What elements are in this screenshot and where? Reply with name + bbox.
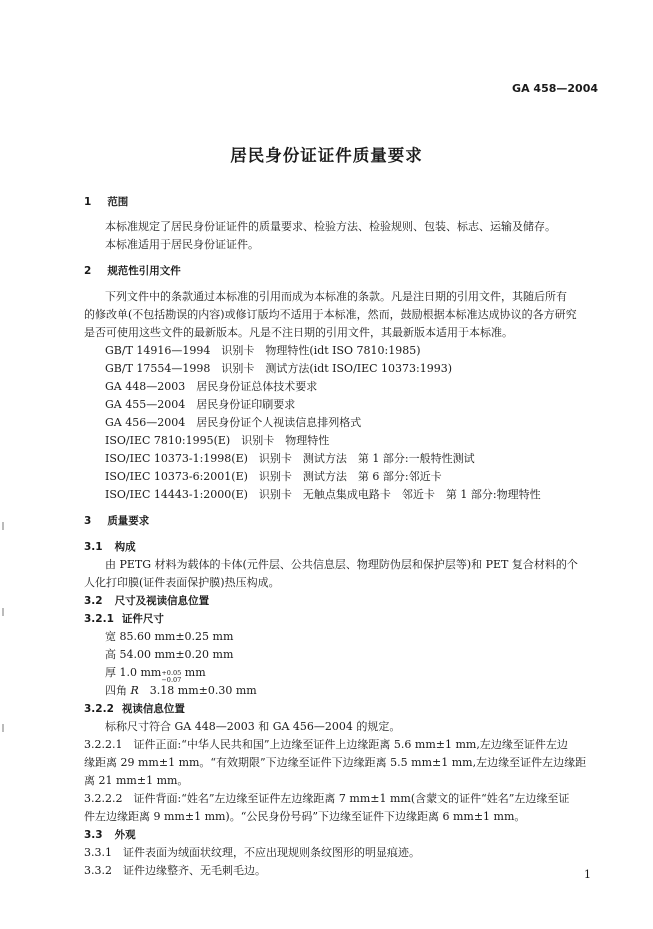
section-number: 2 xyxy=(84,265,92,277)
paragraph-line: 由 PETG 材料为载体的卡体(元件层、公共信息层、物理防伪层和保护层等)和 PET 复合材料的个 xyxy=(105,558,578,571)
paragraph-line: 3.3.1 证件表面为绒面状纹理，不应出现规则条纹图形的明显痕迹。 xyxy=(84,846,420,859)
paragraph-line: 是否可使用这些文件的最新版本。凡是不注日期的引用文件，其最新版本适用于本标准。 xyxy=(84,326,513,339)
subsection-3-2-1-heading xyxy=(84,612,164,626)
reference-item: ISO/IEC 7810:1995(E) 识别卡 物理特性 xyxy=(105,434,330,447)
paragraph-line: 下列文件中的条款通过本标准的引用而成为本标准的条款。凡是注日期的引用文件，其随后所有 xyxy=(105,290,567,303)
section-title: 证件尺寸 xyxy=(121,613,164,625)
section-number: 3.1 xyxy=(84,541,103,553)
section-number: 3.2.1 xyxy=(84,613,114,625)
paragraph-line: 的修改单(不包括勘误的内容)或修订版均不适用于本标准，然而，鼓励根据本标准达成协议的各方研究 xyxy=(84,308,577,321)
section-number: 3.3 xyxy=(84,829,103,841)
paragraph: 本标准规定了居民身份证证件的质量要求、检验方法、检验规则、包装、标志、运输及储存。 xyxy=(105,220,556,233)
section-number: 3.2 xyxy=(84,595,103,607)
reference-item: GA 455—2004 居民身份证印刷要求 xyxy=(105,398,296,411)
subsection-3-2-heading xyxy=(84,594,209,608)
paragraph: 标称尺寸符合 GA 448—2003 和 GA 456—2004 的规定。 xyxy=(105,720,401,733)
subsection-3-2-2-heading xyxy=(84,702,185,716)
section-2-heading xyxy=(84,264,181,278)
dimension-thickness: 厚 1.0 mm +0.05 −0.07 mm xyxy=(105,666,206,684)
section-title: 规范性引用文件 xyxy=(107,265,181,277)
paragraph-line: 3.2.2.1 证件正面:“中华人民共和国”上边缘至证件上边缘距离 5.6 mm±1 mm,左边缘至证件左边 xyxy=(84,738,568,751)
dimension-corner-radius: 四角 R 3.18 mm±0.30 mm xyxy=(105,684,257,697)
page-number: 1 xyxy=(584,868,591,881)
paragraph: 本标准适用于居民身份证证件。 xyxy=(105,238,259,251)
reference-item: GB/T 14916—1994 识别卡 物理特性(idt ISO 7810:1985) xyxy=(105,344,421,357)
paragraph-line: 缘距离 29 mm±1 mm。“有效期限”下边缘至证件下边缘距离 5.5 mm±1 mm,左边缘至证件左边缘距 xyxy=(84,756,587,769)
section-title: 外观 xyxy=(114,829,136,841)
page-title: 居民身份证证件质量要求 xyxy=(230,146,423,165)
reference-item: GA 448—2003 居民身份证总体技术要求 xyxy=(105,380,318,393)
section-title: 视读信息位置 xyxy=(121,703,185,715)
subsection-3-3-heading xyxy=(84,828,136,842)
reference-item: ISO/IEC 10373-1:1998(E) 识别卡 测试方法 第 1 部分:一般特性测试 xyxy=(105,452,475,465)
paragraph-line: 人化打印膜(证件表面保护膜)热压构成。 xyxy=(84,576,280,589)
paragraph-line: 件左边缘距离 9 mm±1 mm)。“公民身份号码”下边缘至证件下边缘距离 6 mm±1 mm。 xyxy=(84,810,526,823)
section-number: 3.2.2 xyxy=(84,703,114,715)
paragraph-line: 3.2.2.2 证件背面:“姓名”左边缘至证件左边缘距离 7 mm±1 mm(含蒙文的证件“姓名”左边缘至证 xyxy=(84,792,570,805)
section-title: 范围 xyxy=(107,196,129,208)
paragraph-line: 离 21 mm±1 mm。 xyxy=(84,774,189,787)
section-title: 构成 xyxy=(114,541,136,553)
section-3-heading xyxy=(84,514,149,528)
section-title: 尺寸及视读信息位置 xyxy=(114,595,210,607)
reference-item: GA 456—2004 居民身份证个人视读信息排列格式 xyxy=(105,416,362,429)
scan-margin-mark xyxy=(2,522,4,530)
section-number: 1 xyxy=(84,196,92,208)
reference-item: ISO/IEC 14443-1:2000(E) 识别卡 无触点集成电路卡 邻近卡 第 1 部分:物理特性 xyxy=(105,488,541,501)
tolerance-stack: +0.05 −0.07 xyxy=(161,669,182,684)
standard-code: GA 458—2004 xyxy=(512,82,598,95)
dimension-height: 高 54.00 mm±0.20 mm xyxy=(105,648,234,661)
dimension-width: 宽 85.60 mm±0.25 mm xyxy=(105,630,234,643)
section-number: 3 xyxy=(84,515,92,527)
section-1-heading xyxy=(84,195,128,209)
scan-margin-mark xyxy=(2,724,4,732)
scan-margin-mark xyxy=(2,608,4,616)
reference-item: GB/T 17554—1998 识别卡 测试方法(idt ISO/IEC 10373:1993) xyxy=(105,362,453,375)
subsection-3-1-heading xyxy=(84,540,136,554)
reference-item: ISO/IEC 10373-6:2001(E) 识别卡 测试方法 第 6 部分:邻近卡 xyxy=(105,470,442,483)
section-title: 质量要求 xyxy=(107,515,150,527)
paragraph-line: 3.3.2 证件边缘整齐、无毛刺毛边。 xyxy=(84,864,266,877)
